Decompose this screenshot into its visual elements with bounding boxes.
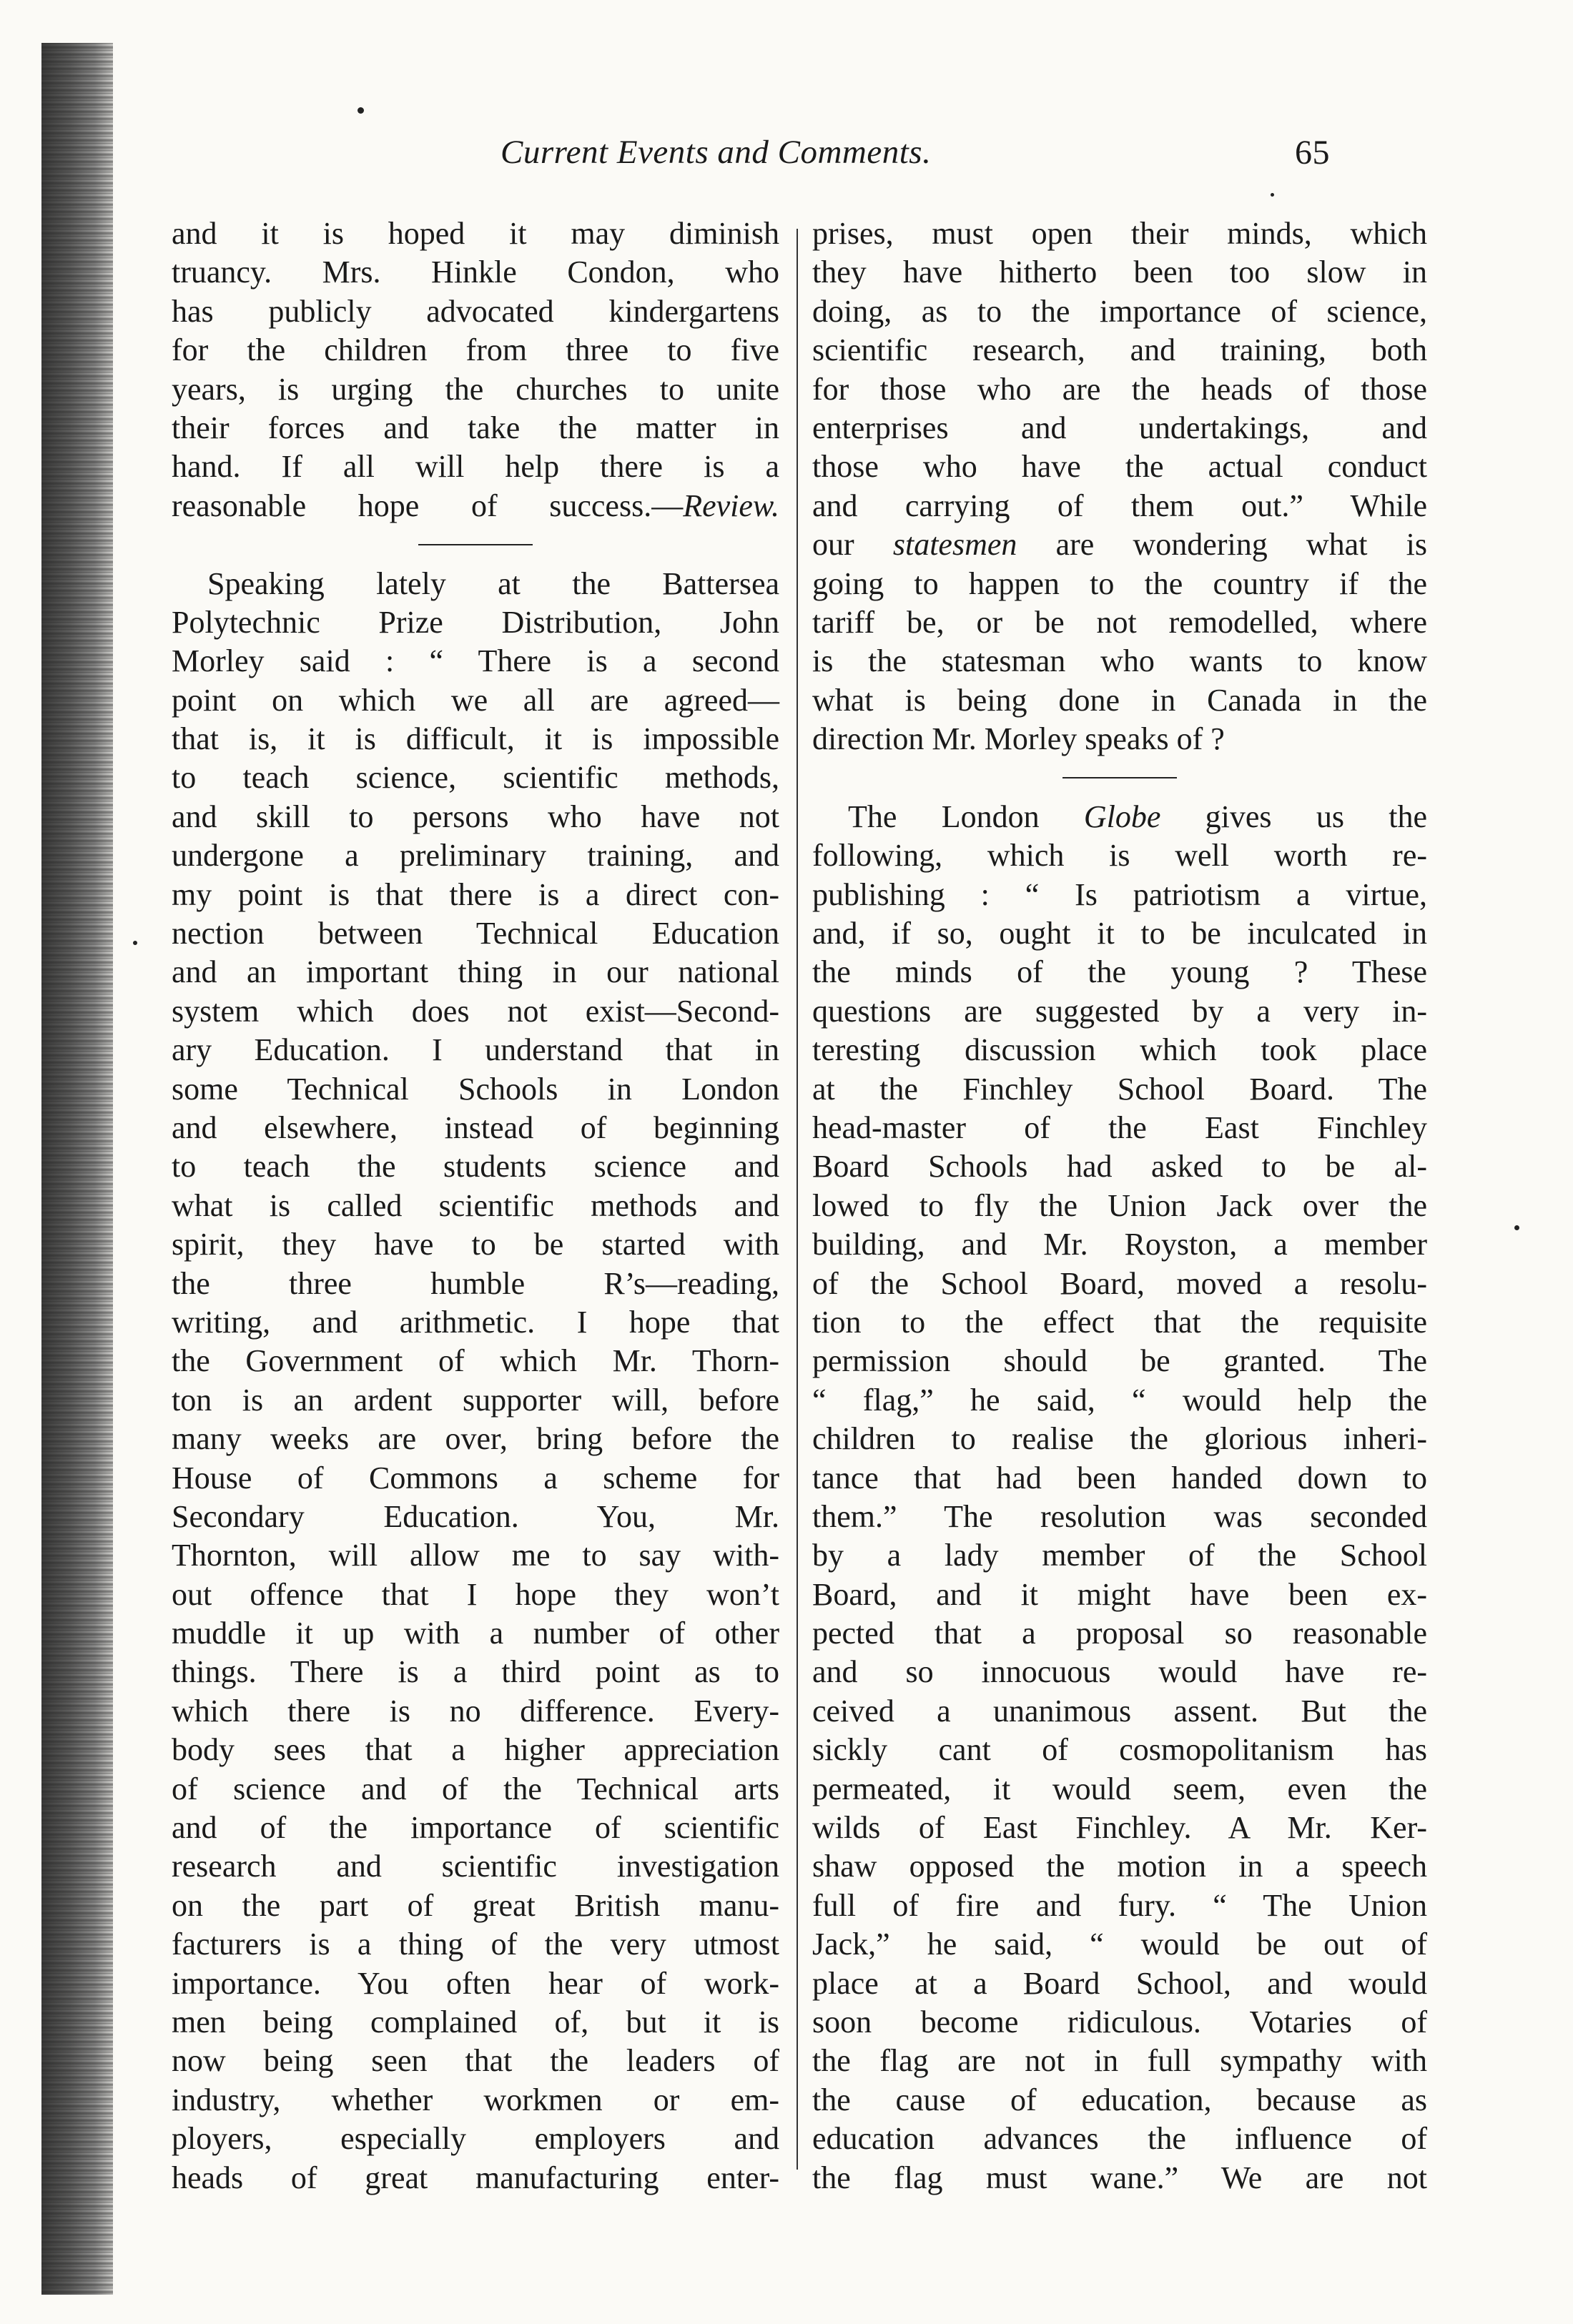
text-line: now being seen that the leaders of: [172, 2043, 779, 2079]
text-line: “ flag,” he said, “ would help the: [812, 1382, 1427, 1418]
text-line: doing, as to the importance of science,: [812, 293, 1427, 329]
text-line: shaw opposed the motion in a speech: [812, 1849, 1427, 1884]
text-line: Morley said : “ There is a second: [172, 643, 779, 679]
text-line: on the part of great British manu-: [172, 1887, 779, 1923]
print-speck: [358, 107, 364, 114]
text-line: years, is urging the churches to unite: [172, 371, 779, 407]
column-divider: [797, 229, 798, 2170]
italic-word: statesmen: [892, 527, 1017, 563]
text-line: wilds of East Finchley. A Mr. Ker-: [812, 1810, 1427, 1846]
text-line: and it is hoped it may diminish: [172, 216, 779, 251]
text-line: place at a Board School, and would: [812, 1965, 1427, 2001]
text-line: point on which we all are agreed—: [172, 682, 779, 718]
page-number: 65: [1295, 134, 1330, 172]
paragraph: [812, 214, 1427, 758]
section-separator: [172, 525, 779, 564]
text-line: direction Mr. Morley speaks of ?: [812, 721, 1225, 757]
text-line: Polytechnic Prize Distribution, John: [172, 604, 779, 640]
text-line: publishing : “ Is patriotism a virtue,: [812, 876, 1427, 912]
text-line: research and scientific investigation: [172, 1849, 779, 1884]
publication-name: Globe: [1083, 798, 1161, 834]
text-line: many weeks are over, bring before the: [172, 1421, 779, 1457]
text-line: prises, must open their minds, which: [812, 216, 1427, 251]
text-line: to teach science, scientific methods,: [172, 760, 779, 796]
print-speck: [1271, 193, 1274, 197]
text-line: hand. If all will help there is a: [172, 449, 779, 485]
source-citation: Review.: [683, 488, 779, 523]
text-line: truancy. Mrs. Hinkle Condon, who: [172, 254, 779, 290]
print-speck: [1514, 1225, 1519, 1230]
text-line: ployers, especially employers and: [172, 2121, 779, 2157]
text-line: to teach the students science and: [172, 1149, 779, 1185]
section-separator: [812, 758, 1427, 797]
text-line: their forces and take the matter in: [172, 410, 779, 445]
paragraph: [172, 214, 779, 525]
text-line: The London Globe gives us the: [848, 798, 1427, 834]
text-line: our statesmen are wondering what is: [812, 527, 1427, 563]
text-line: Speaking lately at the Battersea: [207, 565, 779, 601]
text-line: the cause of education, because as: [812, 2082, 1427, 2117]
text-line: building, and Mr. Royston, a member: [812, 1227, 1427, 1262]
text-line: ceived a unanimous assent. But the: [812, 1693, 1427, 1729]
paragraph: [172, 565, 779, 2197]
text-line: children to realise the glorious inheri-: [812, 1421, 1427, 1457]
text-line: some Technical Schools in London: [172, 1071, 779, 1107]
text-line: at the Finchley School Board. The: [812, 1071, 1427, 1107]
text-line: the flag are not in full sympathy with: [812, 2043, 1427, 2079]
text-line: the three humble R’s—reading,: [172, 1265, 779, 1301]
text-line: which there is no difference. Every-: [172, 1693, 779, 1729]
text-line: those who have the actual conduct: [812, 449, 1427, 485]
right-column: [812, 214, 1427, 2197]
text-line: and elsewhere, instead of beginning: [172, 1109, 779, 1145]
text-line: muddle it up with a number of other: [172, 1616, 779, 1651]
text-line: tion to the effect that the requisite: [812, 1304, 1427, 1340]
text-line: body sees that a higher appreciation: [172, 1732, 779, 1768]
paragraph: [812, 798, 1427, 2197]
text-line: education advances the influence of: [812, 2121, 1427, 2157]
left-column: [172, 214, 779, 2197]
text-line: Board Schools had asked to be al-: [812, 1149, 1427, 1185]
text-line: the minds of the young ? These: [812, 954, 1427, 990]
text-line: of science and of the Technical arts: [172, 1771, 779, 1806]
text-line: industry, whether workmen or em-: [172, 2082, 779, 2117]
text-line: spirit, they have to be started with: [172, 1227, 779, 1262]
text-line: Board, and it might have been ex-: [812, 1576, 1427, 1612]
text-line: permission should be granted. The: [812, 1343, 1427, 1379]
text-line: Thornton, will allow me to say with-: [172, 1538, 779, 1573]
text-line: Secondary Education. You, Mr.: [172, 1498, 779, 1534]
text-line: and so innocuous would have re-: [812, 1654, 1427, 1690]
text-line: pected that a proposal so reasonable: [812, 1616, 1427, 1651]
text-line: men being complained of, but it is: [172, 2004, 779, 2039]
text-line: what is being done in Canada in the: [812, 682, 1427, 718]
text-line: and carrying of them out.” While: [812, 488, 1427, 523]
text-line: and skill to persons who have not: [172, 798, 779, 834]
text-line: sickly cant of cosmopolitanism has: [812, 1732, 1427, 1768]
text-line: undergone a preliminary training, and: [172, 838, 779, 874]
text-line: and, if so, ought it to be inculcated in: [812, 916, 1427, 951]
text-line: out offence that I hope they won’t: [172, 1576, 779, 1612]
text-line: what is called scientific methods and: [172, 1187, 779, 1223]
text-line: House of Commons a scheme for: [172, 1460, 779, 1495]
text-line: permeated, it would seem, even the: [812, 1771, 1427, 1806]
text-line: teresting discussion which took place: [812, 1032, 1427, 1068]
text-line: enterprises and undertakings, and: [812, 410, 1427, 445]
text-line: them.” The resolution was seconded: [812, 1498, 1427, 1534]
text-line: writing, and arithmetic. I hope that: [172, 1304, 779, 1340]
text-line: full of fire and fury. “ The Union: [812, 1887, 1427, 1923]
text-line: is the statesman who wants to know: [812, 643, 1427, 679]
text-line: by a lady member of the School: [812, 1538, 1427, 1573]
running-title: Current Events and Comments.: [500, 134, 932, 171]
text-line: reasonable hope of success.—Review.: [172, 488, 779, 523]
text-line: Jack,” he said, “ would be out of: [812, 1927, 1427, 1962]
text-line: facturers is a thing of the very utmost: [172, 1927, 779, 1962]
print-speck: [133, 941, 137, 945]
text-line: and an important thing in our national: [172, 954, 779, 990]
text-line: questions are suggested by a very in-: [812, 993, 1427, 1029]
text-line: my point is that there is a direct con-: [172, 876, 779, 912]
text-line: and of the importance of scientific: [172, 1810, 779, 1846]
text-line: for those who are the heads of those: [812, 371, 1427, 407]
text-line: going to happen to the country if the: [812, 565, 1427, 601]
text-line: ton is an ardent supporter will, before: [172, 1382, 779, 1418]
text-line: the Government of which Mr. Thorn-: [172, 1343, 779, 1379]
text-line: nection between Technical Education: [172, 916, 779, 951]
page-binding-edge: [41, 43, 113, 2295]
text-line: tance that had been handed down to: [812, 1460, 1427, 1495]
text-line: things. There is a third point as to: [172, 1654, 779, 1690]
text-line: has publicly advocated kindergartens: [172, 293, 779, 329]
text-line: the flag must wane.” We are not: [812, 2160, 1427, 2195]
text-line: ary Education. I understand that in: [172, 1032, 779, 1068]
text-line: following, which is well worth re-: [812, 838, 1427, 874]
text-line: heads of great manufacturing enter-: [172, 2160, 779, 2195]
text-line: they have hitherto been too slow in: [812, 254, 1427, 290]
text-line: that is, it is difficult, it is impossible: [172, 721, 779, 757]
text-line: for the children from three to five: [172, 332, 779, 368]
text-line: scientific research, and training, both: [812, 332, 1427, 368]
text-line: system which does not exist—Second-: [172, 993, 779, 1029]
text-line: tariff be, or be not remodelled, where: [812, 604, 1427, 640]
text-line: head-master of the East Finchley: [812, 1109, 1427, 1145]
text-line: of the School Board, moved a resolu-: [812, 1265, 1427, 1301]
running-head: [500, 133, 1330, 183]
text-line: soon become ridiculous. Votaries of: [812, 2004, 1427, 2039]
text-line: importance. You often hear of work-: [172, 1965, 779, 2001]
text-line: lowed to fly the Union Jack over the: [812, 1187, 1427, 1223]
